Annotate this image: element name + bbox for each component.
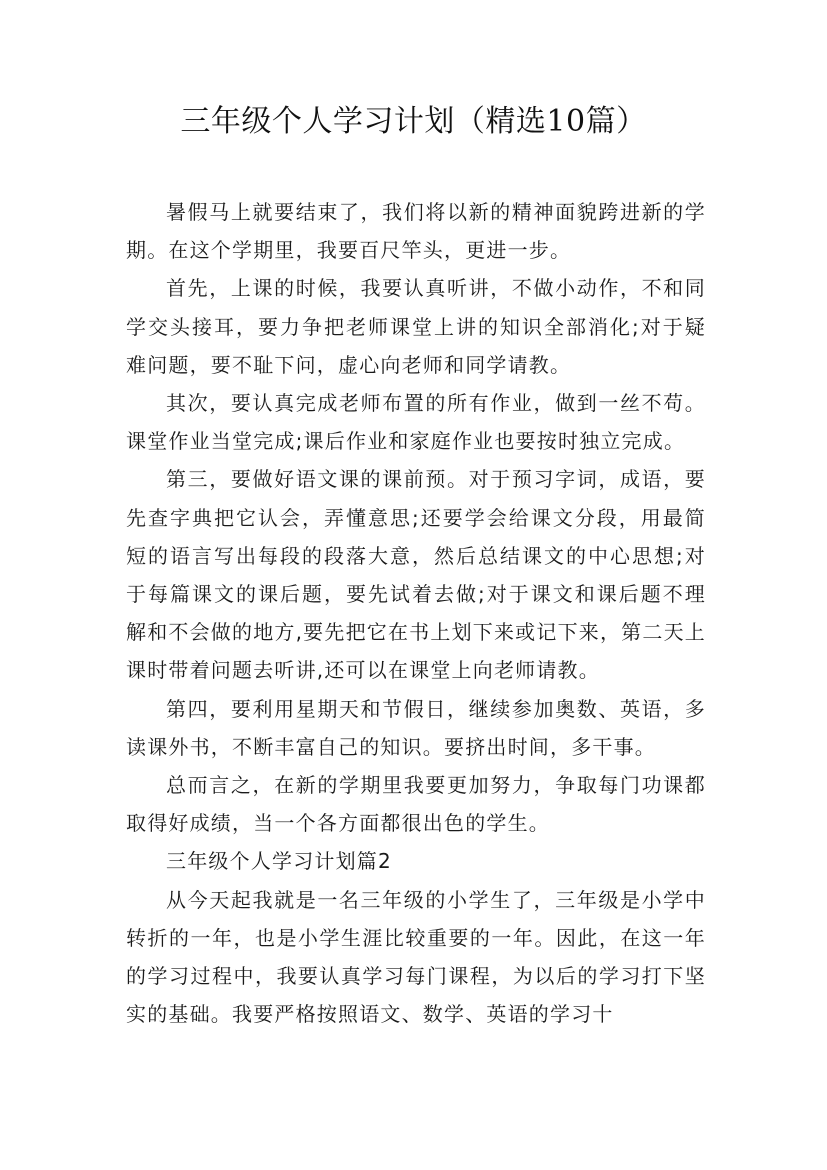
document-title: 三年级个人学习计划（精选10篇） xyxy=(180,104,647,139)
paragraph-first: 首先，上课的时候，我要认真听讲，不做小动作，不和同学交头接耳，要力争把老师课堂上讲的知识全部消化;对于疑难问题，要不耻下问，虚心向老师和同学请教。 xyxy=(126,276,706,377)
paragraph-third: 第三，要做好语文课的课前预。对于预习字词，成语，要先查字典把它认会，弄懂意思;还要学会给课文分段，用最简短的语言写出每段的段落大意，然后总结课文的中心思想;对于每篇课文的课后题，要先试着去做;对于课文和课后题不理解和不会做的地方,要先把它在书上划下来或记下来，第二天上课时带着问题去听讲,还可以在课堂上向老师请教。 xyxy=(126,467,706,683)
paragraph-conclusion: 总而言之，在新的学期里我要更加努力，争取每门功课都取得好成绩，当一个各方面都很出色的学生。 xyxy=(126,773,706,836)
paragraph-intro: 暑假马上就要结束了，我们将以新的精神面貌跨进新的学期。在这个学期里，我要百尺竿头，更进一步。 xyxy=(126,200,706,263)
paragraph-second: 其次，要认真完成老师布置的所有作业，做到一丝不苟。课堂作业当堂完成;课后作业和家庭作业也要按时独立完成。 xyxy=(126,391,706,454)
document-body xyxy=(126,193,706,1033)
section-heading: 三年级个人学习计划篇2 xyxy=(166,849,392,874)
paragraph-fourth: 第四，要利用星期天和节假日，继续参加奥数、英语，多读课外书，不断丰富自己的知识。要挤出时间，多干事。 xyxy=(126,696,706,759)
paragraph-section2-intro: 从今天起我就是一名三年级的小学生了，三年级是小学中转折的一年，也是小学生涯比较重要的一年。因此，在这一年的学习过程中，我要认真学习每门课程，为以后的学习打下坚实的基础。我要严格按照语文、数学、英语的学习十 xyxy=(126,887,706,1027)
